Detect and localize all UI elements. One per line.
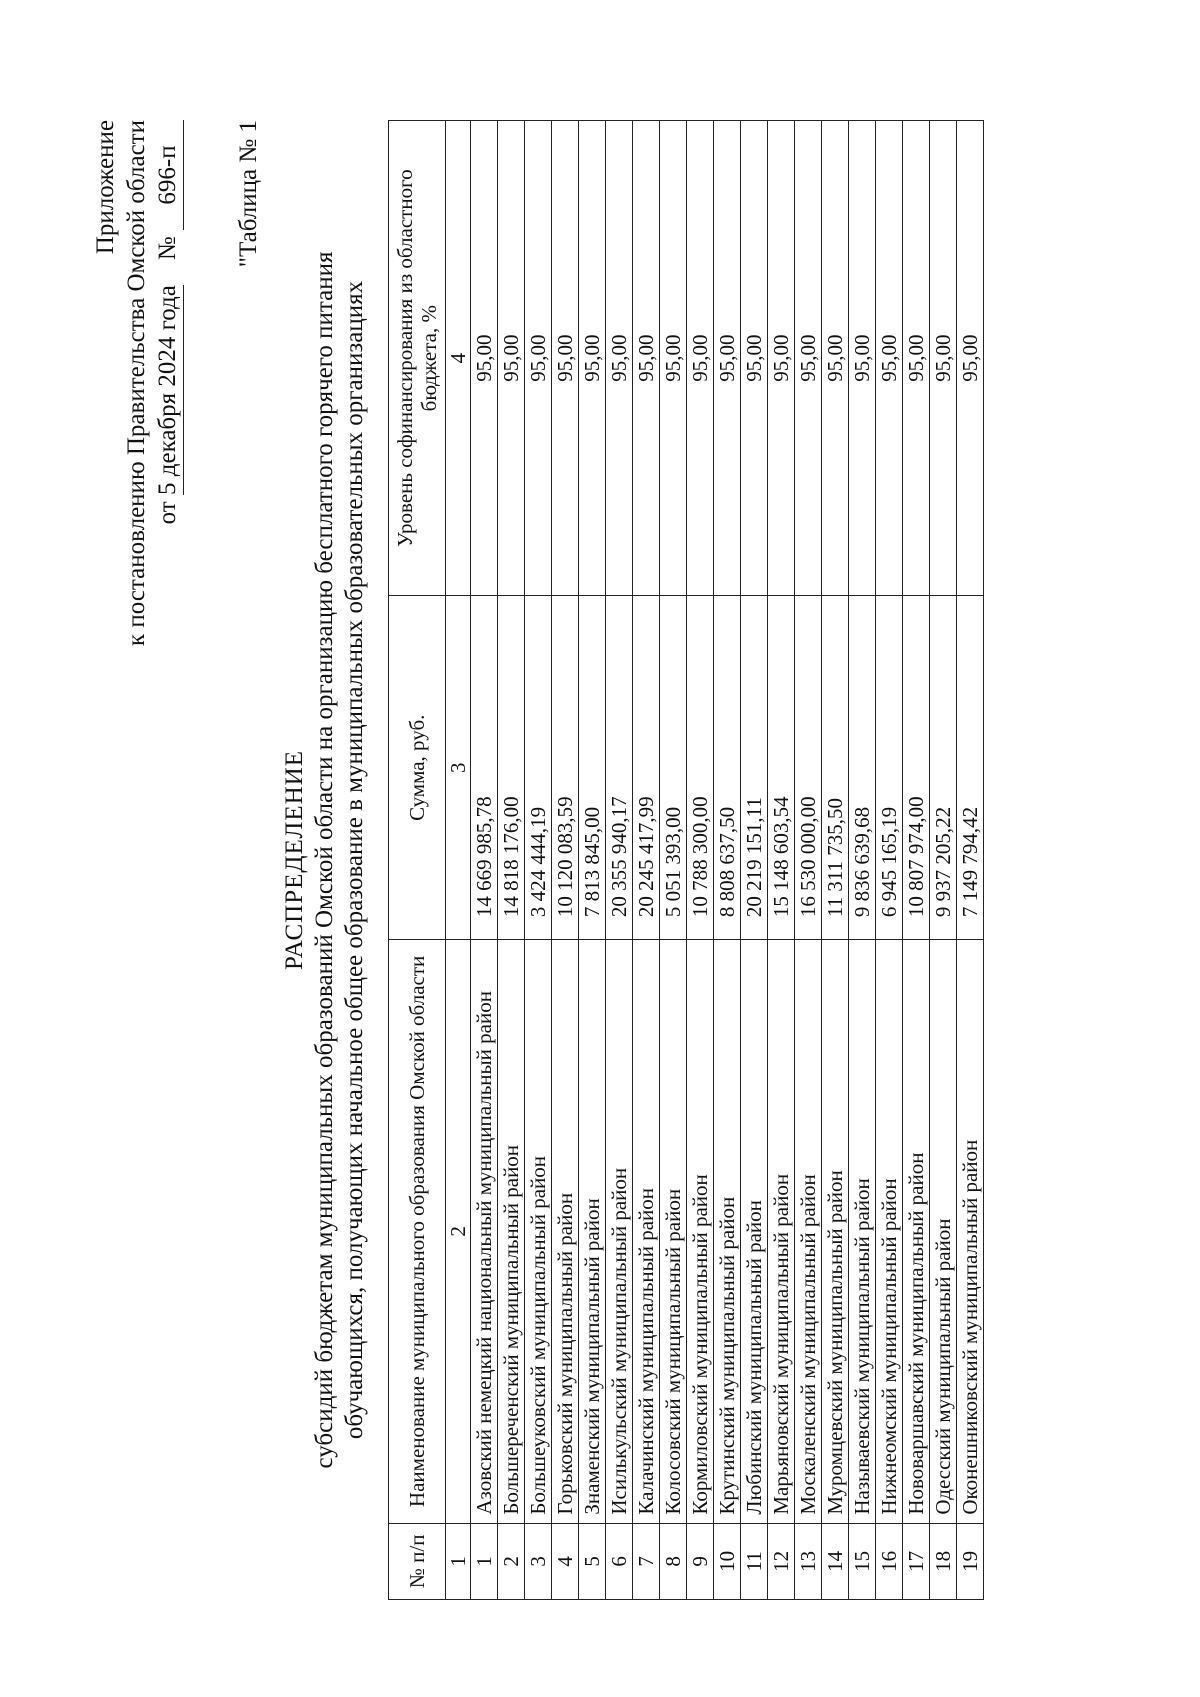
cofinancing-level-cell: 95,00: [795, 121, 822, 596]
table-row: [741, 121, 768, 1600]
cofinancing-level-cell: 95,00: [606, 121, 633, 596]
municipality-cell: Колосовский муниципальный район: [660, 940, 687, 1523]
appendix-date-line: [152, 120, 184, 820]
row-number-cell: 1: [471, 1523, 498, 1599]
municipality-cell: Крутинский муниципальный район: [714, 940, 741, 1523]
municipality-cell: Кормиловский муниципальный район: [687, 940, 714, 1523]
sum-cell: 6 945 165,19: [876, 596, 903, 940]
from-label: от: [154, 501, 181, 525]
cofinancing-level-cell: 95,00: [741, 121, 768, 596]
table-row: [552, 121, 579, 1600]
row-number-cell: 13: [795, 1523, 822, 1599]
sum-cell: 3 424 444,19: [525, 596, 552, 940]
table-row: [795, 121, 822, 1600]
table-row: [822, 121, 849, 1600]
municipality-cell: Большеуковский муниципальный район: [525, 940, 552, 1523]
table-row: [525, 121, 552, 1600]
row-number-cell: 2: [498, 1523, 525, 1599]
number-label: №: [154, 236, 181, 261]
cofinancing-level-cell: 95,00: [876, 121, 903, 596]
sum-cell: 20 219 151,11: [741, 596, 768, 940]
table-row: [849, 121, 876, 1600]
sum-cell: 7 813 845,00: [579, 596, 606, 940]
sum-cell: 10 120 083,59: [552, 596, 579, 940]
cofinancing-level-cell: 95,00: [552, 121, 579, 596]
cofinancing-level-cell: 95,00: [822, 121, 849, 596]
table-row: [606, 121, 633, 1600]
row-number-cell: 11: [741, 1523, 768, 1599]
row-number-cell: 7: [633, 1523, 660, 1599]
rotated-document-sheet: [90, 80, 1090, 1640]
sum-cell: 5 051 393,00: [660, 596, 687, 940]
municipality-cell: Оконешниковский муниципальный район: [957, 940, 984, 1523]
sum-cell: 15 148 603,54: [768, 596, 795, 940]
row-number-cell: 19: [957, 1523, 984, 1599]
table-row: [498, 121, 525, 1600]
row-number-cell: 8: [660, 1523, 687, 1599]
header-cofinancing-level: Уровень софинансирования из областного бюджета, %: [389, 121, 446, 596]
document-heading: [280, 80, 370, 1640]
row-number-cell: 3: [525, 1523, 552, 1599]
row-number-cell: 10: [714, 1523, 741, 1599]
appendix-resolution-line: к постановлению Правительства Омской области: [123, 120, 150, 647]
row-number-cell: 18: [930, 1523, 957, 1599]
header-sum: Сумма, руб.: [389, 596, 446, 940]
municipality-cell: Муромцевский муниципальный район: [822, 940, 849, 1523]
cofinancing-level-cell: 95,00: [714, 121, 741, 596]
cofinancing-level-cell: 95,00: [660, 121, 687, 596]
distribution-table: [388, 120, 984, 1600]
municipality-cell: Нижнеомский муниципальный район: [876, 940, 903, 1523]
table-row: [579, 121, 606, 1600]
row-number-cell: 5: [579, 1523, 606, 1599]
sum-cell: 9 836 639,68: [849, 596, 876, 940]
row-number-cell: 14: [822, 1523, 849, 1599]
heading-line-2: обучающихся, получающих начальное общее образование в муниципальных образовательных организациях: [341, 280, 368, 1440]
table-row: [957, 121, 984, 1600]
row-number-cell: 4: [552, 1523, 579, 1599]
row-number-cell: 17: [903, 1523, 930, 1599]
row-number-cell: 12: [768, 1523, 795, 1599]
municipality-cell: Азовский немецкий национальный муниципальный район: [471, 940, 498, 1523]
cofinancing-level-cell: 95,00: [768, 121, 795, 596]
row-number-cell: 6: [606, 1523, 633, 1599]
municipality-cell: Москаленский муниципальный район: [795, 940, 822, 1523]
cofinancing-level-cell: 95,00: [687, 121, 714, 596]
municipality-cell: Марьяновский муниципальный район: [768, 940, 795, 1523]
column-index-cell: 4: [446, 121, 471, 596]
table-row: [471, 121, 498, 1600]
column-index-cell: 2: [446, 940, 471, 1523]
municipality-cell: Большереченский муниципальный район: [498, 940, 525, 1523]
table-row: [768, 121, 795, 1600]
row-number-cell: 15: [849, 1523, 876, 1599]
sum-cell: 16 530 000,00: [795, 596, 822, 940]
cofinancing-level-cell: 95,00: [498, 121, 525, 596]
resolution-number: 696-п: [152, 120, 184, 230]
heading-title: РАСПРЕДЕЛЕНИЕ: [281, 749, 308, 971]
cofinancing-level-cell: 95,00: [903, 121, 930, 596]
column-index-cell: 1: [446, 1523, 471, 1599]
table-row: [930, 121, 957, 1600]
column-index-cell: 3: [446, 596, 471, 940]
cofinancing-level-cell: 95,00: [849, 121, 876, 596]
table-row: [633, 121, 660, 1600]
municipality-cell: Калачинский муниципальный район: [633, 940, 660, 1523]
municipality-cell: Любинский муниципальный район: [741, 940, 768, 1523]
cofinancing-level-cell: 95,00: [579, 121, 606, 596]
row-number-cell: 9: [687, 1523, 714, 1599]
sum-cell: 20 355 940,17: [606, 596, 633, 940]
municipality-cell: Нововаршавский муниципальный район: [903, 940, 930, 1523]
sum-cell: 9 937 205,22: [930, 596, 957, 940]
resolution-date: 5 декабря 2024 года: [152, 285, 184, 495]
header-number: № п/п: [389, 1523, 446, 1599]
sum-cell: 14 669 985,78: [471, 596, 498, 940]
sum-cell: 14 818 176,00: [498, 596, 525, 940]
table-row: [876, 121, 903, 1600]
header-municipality: Наименование муниципального образования Омской области: [389, 940, 446, 1523]
sum-cell: 10 807 974,00: [903, 596, 930, 940]
municipality-cell: Знаменский муниципальный район: [579, 940, 606, 1523]
sum-cell: 10 788 300,00: [687, 596, 714, 940]
appendix-block: [90, 120, 184, 820]
sum-cell: 7 149 794,42: [957, 596, 984, 940]
heading-line-1: субсидий бюджетам муниципальных образований Омской области на организацию бесплатного горячего питания: [311, 251, 338, 1469]
table-row: [687, 121, 714, 1600]
cofinancing-level-cell: 95,00: [930, 121, 957, 596]
sum-cell: 8 808 637,50: [714, 596, 741, 940]
table-row: [714, 121, 741, 1600]
sum-cell: 20 245 417,99: [633, 596, 660, 940]
cofinancing-level-cell: 95,00: [633, 121, 660, 596]
cofinancing-level-cell: 95,00: [471, 121, 498, 596]
column-index-row: [446, 121, 471, 1600]
row-number-cell: 16: [876, 1523, 903, 1599]
table-number-label: "Таблица № 1: [235, 120, 262, 268]
municipality-cell: Называевский муниципальный район: [849, 940, 876, 1523]
sum-cell: 11 311 735,50: [822, 596, 849, 940]
table-header-row: [389, 121, 446, 1600]
table-row: [660, 121, 687, 1600]
cofinancing-level-cell: 95,00: [957, 121, 984, 596]
table-row: [903, 121, 930, 1600]
appendix-title: Приложение: [92, 120, 119, 255]
municipality-cell: Одесский муниципальный район: [930, 940, 957, 1523]
cofinancing-level-cell: 95,00: [525, 121, 552, 596]
municipality-cell: Горьковский муниципальный район: [552, 940, 579, 1523]
municipality-cell: Исилькульский муниципальный район: [606, 940, 633, 1523]
